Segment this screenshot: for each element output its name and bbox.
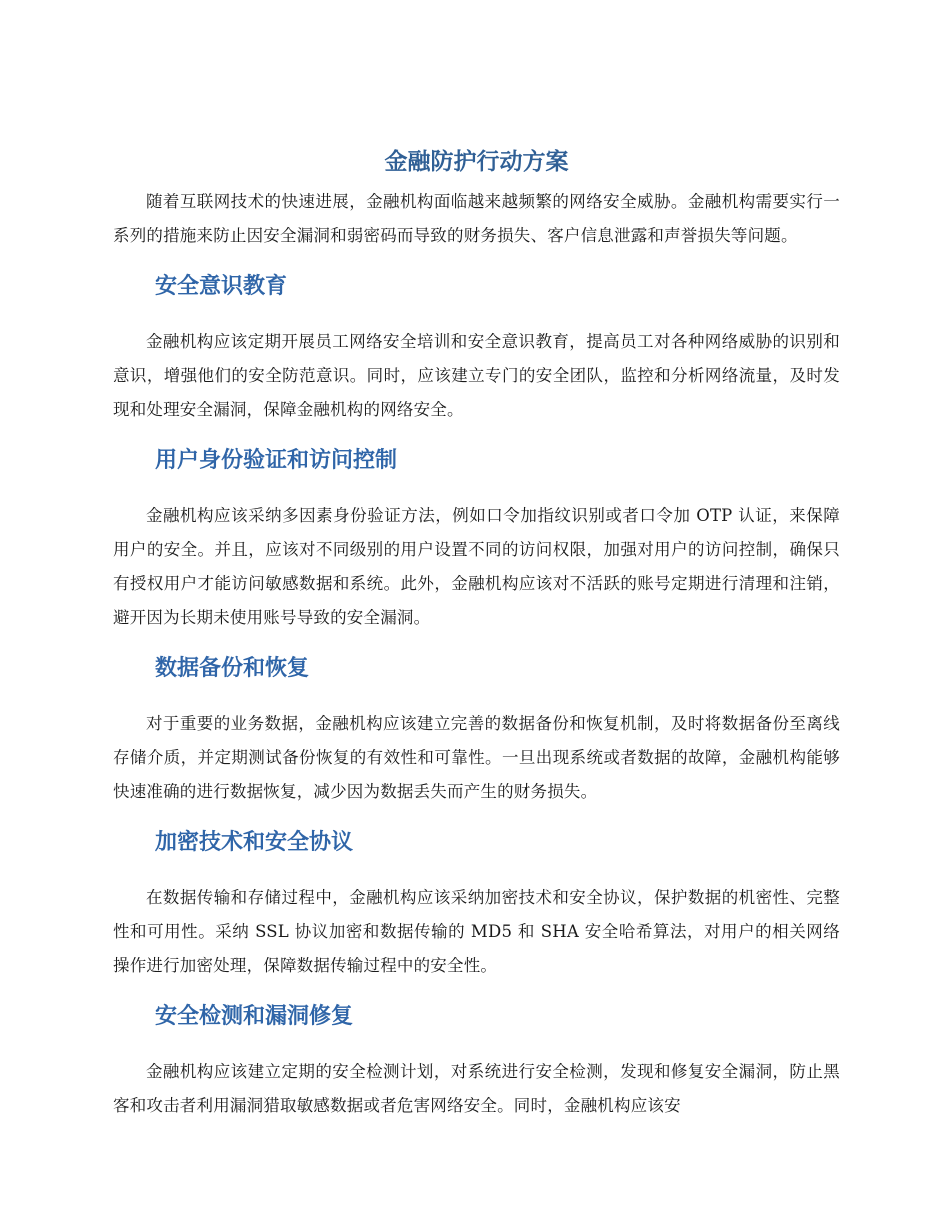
- document-page: [113, 140, 840, 1123]
- section-heading-authentication: 用户身份验证和访问控制: [155, 448, 398, 473]
- section-heading-encryption: 加密技术和安全协议: [155, 830, 354, 855]
- section-heading-backup: 数据备份和恢复: [155, 656, 310, 681]
- intro-paragraph: 随着互联网技术的快速进展，金融机构面临越来越频繁的网络安全威胁。金融机构需要实行一系列的措施来防止因安全漏洞和弱密码而导致的财务损失、客户信息泄露和声誉损失等问题。: [113, 192, 840, 245]
- section-body-detection: 金融机构应该建立定期的安全检测计划，对系统进行安全检测，发现和修复安全漏洞，防止黑客和攻击者利用漏洞猎取敏感数据或者危害网络安全。同时，金融机构应该安: [113, 1062, 840, 1115]
- section-body-backup: 对于重要的业务数据，金融机构应该建立完善的数据备份和恢复机制，及时将数据备份至离线存储介质，并定期测试备份恢复的有效性和可靠性。一旦出现系统或者数据的故障，金融机构能够快速准确的进行数据恢复，减少因为数据丢失而产生的财务损失。: [113, 714, 840, 801]
- section-body-encryption: 在数据传输和存储过程中，金融机构应该采纳加密技术和安全协议，保护数据的机密性、完整性和可用性。采纳 SSL 协议加密和数据传输的 MD5 和 SHA 安全哈希算法，对用户的相关网络操作进行加密处理，保障数据传输过程中的安全性。: [113, 888, 840, 975]
- section-body-awareness: 金融机构应该定期开展员工网络安全培训和安全意识教育，提高员工对各种网络威胁的识别和意识，增强他们的安全防范意识。同时，应该建立专门的安全团队，监控和分析网络流量，及时发现和处理安全漏洞，保障金融机构的网络安全。: [113, 332, 840, 419]
- document-title: 金融防护行动方案: [384, 149, 569, 175]
- section-body-authentication: 金融机构应该采纳多因素身份验证方法，例如口令加指纹识别或者口令加 OTP 认证，来保障用户的安全。并且，应该对不同级别的用户设置不同的访问权限，加强对用户的访问控制，确保只有授权用户才能访问敏感数据和系统。此外，金融机构应该对不活跃的账号定期进行清理和注销，避开因为长期未使用账号导致的安全漏洞。: [113, 506, 840, 627]
- section-heading-awareness: 安全意识教育: [155, 274, 288, 299]
- section-heading-detection: 安全检测和漏洞修复: [155, 1004, 354, 1029]
